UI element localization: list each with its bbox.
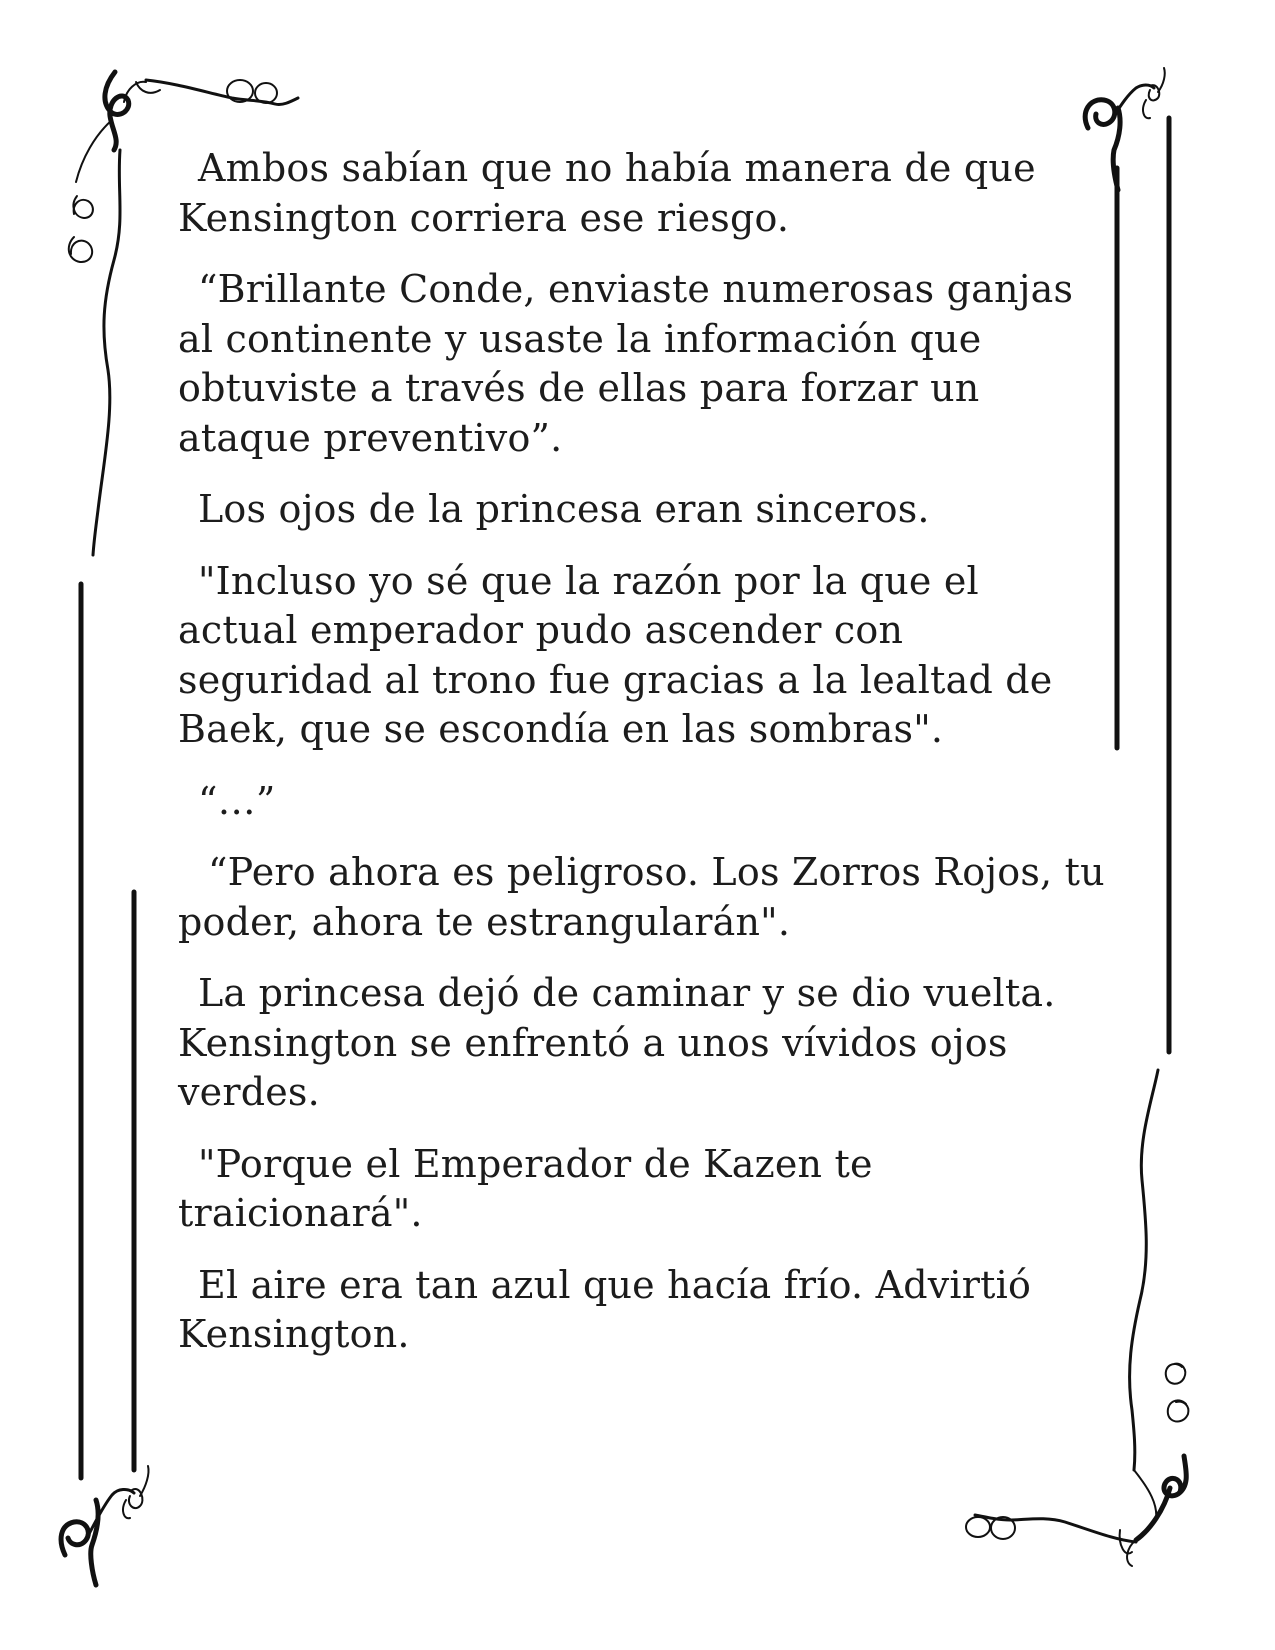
paragraph-4: "Incluso yo sé que la razón por la que el actual emperador pudo ascender con seguridad al trono fue gracias a la lealtad de Baek, que se escondía en las sombras". — [178, 558, 1053, 751]
paragraph-1: Ambos sabían que no había manera de que Kensington corriera ese riesgo. — [178, 146, 1036, 240]
body-text — [178, 144, 1108, 1382]
paragraph-6: “Pero ahora es peligroso. Los Zorros Rojos, tu poder, ahora te estrangularán". — [178, 850, 1105, 944]
paragraph-7: La princesa dejó de caminar y se dio vuelta. Kensington se enfrentó a unos vívidos ojos verdes. — [178, 971, 1056, 1114]
paragraph-9: El aire era tan azul que hacía frío. Advirtió Kensington. — [178, 1262, 1032, 1356]
paragraph-3: Los ojos de la princesa eran sinceros. — [198, 487, 930, 531]
paragraph-2: “Brillante Conde, enviaste numerosas ganjas al continente y usaste la información que obtuviste a través de ellas para forzar un ataque preventivo”. — [178, 267, 1074, 460]
paragraph-8: "Porque el Emperador de Kazen te traicionará". — [178, 1141, 873, 1235]
corner-flourish-bottom-left-icon — [61, 1466, 148, 1585]
paragraph-5: “…” — [198, 778, 276, 823]
